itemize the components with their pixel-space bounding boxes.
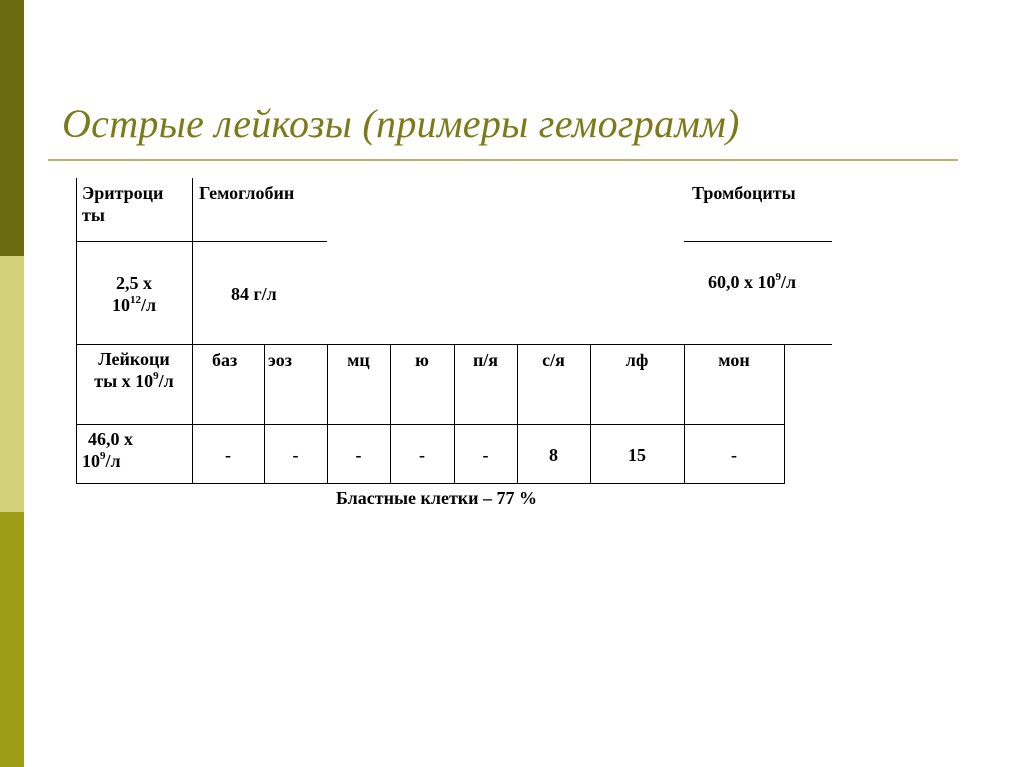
hemoglobin-header: Гемоглобин	[199, 183, 295, 203]
slide-title: Острые лейкозы (примеры гемограмм)	[62, 101, 740, 146]
table-line	[784, 344, 785, 484]
table-line	[76, 483, 785, 484]
table-border-left	[76, 178, 77, 484]
column-header-yu: ю	[415, 350, 429, 370]
value-eoz: -	[292, 445, 299, 465]
sidebar-stripe-top	[0, 0, 24, 256]
value-yu: -	[419, 445, 425, 465]
column-header-pya: п/я	[472, 350, 499, 370]
leukocytes-header: Лейкоци ты х $10^9/л$	[94, 349, 174, 391]
blast-cells-note: Бластные клетки – 77 %	[336, 488, 538, 508]
table-line	[76, 241, 327, 242]
thrombocytes-value: 60,0 х $10^9/л$	[708, 271, 797, 292]
column-header-mc: мц	[347, 350, 370, 370]
table-line	[684, 241, 832, 242]
erythrocytes-value: 2,5 х $10^{12}/л$	[111, 273, 157, 315]
value-baz: -	[225, 445, 231, 465]
column-header-lf: лф	[625, 350, 649, 370]
sidebar-stripe-middle	[0, 256, 24, 512]
column-header-mon: мон	[718, 350, 750, 370]
value-lf: 15	[628, 445, 646, 465]
value-mon: -	[731, 445, 737, 465]
thrombocytes-header: Тромбоциты	[692, 183, 796, 203]
table-line	[76, 424, 785, 425]
column-header-sya: с/я	[542, 350, 565, 370]
column-header-eoz: эоз	[268, 350, 293, 370]
column-header-baz: баз	[212, 350, 238, 370]
value-sya: 8	[549, 445, 558, 465]
value-pya: -	[482, 445, 489, 465]
hemoglobin-value: 84 г/л	[231, 284, 277, 304]
leukocytes-value: 46,0 х $10^9/л$	[82, 429, 133, 471]
value-mc: -	[355, 445, 362, 465]
sidebar-stripe-bottom	[0, 512, 24, 767]
title-underline	[48, 159, 958, 161]
table-line	[192, 178, 193, 484]
erythrocytes-header: Эритроци ты	[82, 183, 164, 225]
